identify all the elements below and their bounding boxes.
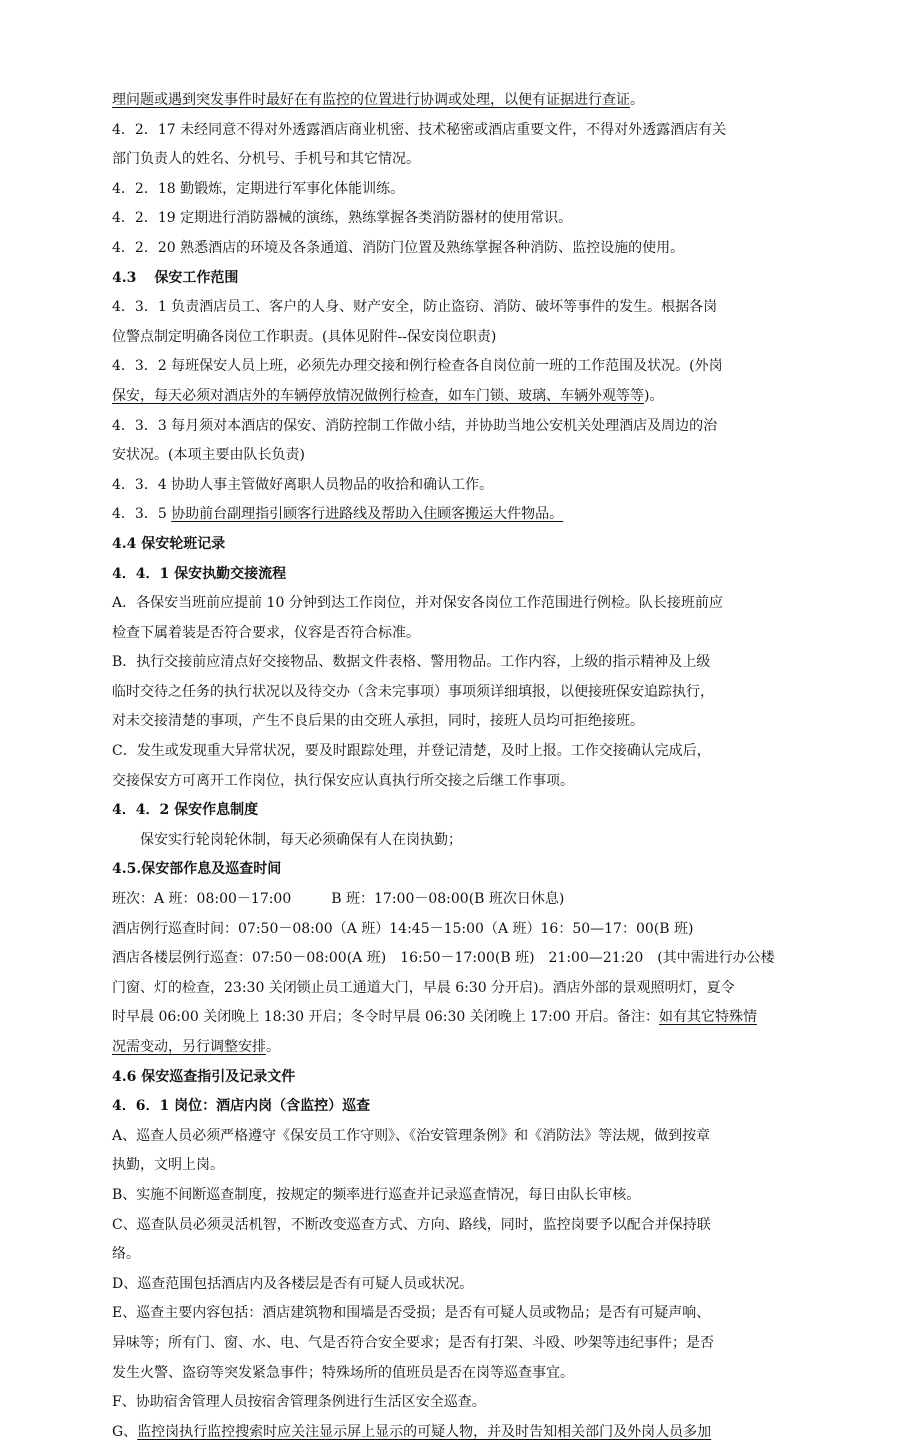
text-line: 理问题或遇到突发事件时最好在有监控的位置进行协调或处理，以便有证据进行查证。 [112, 92, 644, 108]
subsection-heading: 4．6．1 岗位：酒店内岗（含监控）巡查 [112, 1098, 371, 1115]
text-line: 酒店各楼层例行巡查：07:50－08:00(A 班) 16:50－17:00(B 班) 21:00—21:20 (其中需进行办公楼 [112, 950, 775, 967]
text-line: 交接保安方可离开工作岗位，执行保安应认真执行所交接之后继工作事项。 [112, 772, 574, 789]
text-line: E、巡查主要内容包括：酒店建筑物和围墙是否受损；是否有可疑人员或物品；是否有可疑声响、 [112, 1305, 711, 1322]
document-page [112, 86, 812, 1447]
text-line: 保安，每天必须对酒店外的车辆停放情况做例行检查，如车门锁、玻璃、车辆外观等等)。 [112, 387, 664, 404]
subsection-heading: 4．4．1 保安执勤交接流程 [112, 565, 287, 582]
text-line: 检查下属着装是否符合要求，仪容是否符合标准。 [112, 624, 420, 641]
text-line: 4．2．19 定期进行消防器械的演练，熟练掌握各类消防器材的使用常识。 [112, 210, 573, 227]
text-line: C、巡查队员必须灵活机智，不断改变巡查方式、方向、路线，同时，监控岗要予以配合并保持联 [112, 1216, 711, 1233]
section-heading: 4.6 保安巡查指引及记录文件 [112, 1068, 296, 1085]
text-line: 况需变动，另行调整安排。 [112, 1039, 280, 1055]
text-line: B、实施不间断巡查制度，按规定的频率进行巡查并记录巡查情况，每日由队长审核。 [112, 1186, 641, 1203]
text-line: 安状况。(本项主要由队长负责) [112, 447, 305, 464]
text-line: D、巡查范围包括酒店内及各楼层是否有可疑人员或状况。 [112, 1275, 474, 1292]
text-line: 临时交待之任务的执行状况以及待交办（含未完事项）事项须详细填报，以便接班保安追踪执行， [112, 683, 714, 700]
text-line: 门窗、灯的检查，23:30 关闭锁止员工通道大门，早晨 6:30 分开启)。酒店外部的景观照明灯，夏令 [112, 979, 735, 996]
text-line: 4．3．2 每班保安人员上班，必须先办理交接和例行检查各自岗位前一班的工作范围及状况。(外岗 [112, 358, 723, 375]
text-line: 4．3．4 协助人事主管做好离职人员物品的收拾和确认工作。 [112, 476, 494, 493]
text-line: 酒店例行巡查时间：07:50－08:00（A 班）14:45－15:00（A 班）16：50—17：00(B 班) [112, 920, 694, 937]
text-line: B．执行交接前应清点好交接物品、数据文件表格、警用物品。工作内容，上级的指示精神及上级 [112, 654, 711, 671]
text-line: 执勤，文明上岗。 [112, 1157, 224, 1174]
section-heading: 4.3 保安工作范围 [112, 269, 239, 286]
text-line: 4．3．3 每月须对本酒店的保安、消防控制工作做小结，并协助当地公安机关处理酒店及周边的治 [112, 417, 718, 434]
text-line: A．各保安当班前应提前 10 分钟到达工作岗位，并对保安各岗位工作范围进行例检。队长接班前应 [112, 595, 723, 612]
text-line: 班次：A 班：08:00－17:00 B 班：17:00－08:00(B 班次日休息) [112, 891, 565, 908]
text-line: 发生火警、盗窃等突发紧急事件；特殊场所的值班员是否在岗等巡查事宜。 [112, 1364, 574, 1381]
text-line: 异味等；所有门、窗、水、电、气是否符合安全要求；是否有打架、斗殴、吵架等违纪事件；是否 [112, 1334, 714, 1351]
text-line: 对未交接清楚的事项，产生不良后果的由交班人承担，同时，接班人员均可拒绝接班。 [112, 713, 644, 730]
text-line: 4．2．17 未经同意不得对外透露酒店商业机密、技术秘密或酒店重要文件，不得对外透露酒店有关 [112, 121, 727, 138]
text-line: 4．3．5 协助前台副理指引顾客行进路线及帮助入住顾客搬运大件物品。 [112, 506, 564, 523]
section-heading: 4.4 保安轮班记录 [112, 535, 226, 552]
text-line: F、协助宿舍管理人员按宿舍管理条例进行生活区安全巡查。 [112, 1394, 486, 1411]
subsection-heading: 4．4．2 保安作息制度 [112, 802, 259, 819]
text-line: 保安实行轮岗轮休制，每天必须确保有人在岗执勤； [140, 831, 462, 848]
text-line: 4．2．20 熟悉酒店的环境及各条通道、消防门位置及熟练掌握各种消防、监控设施的使用。 [112, 239, 685, 256]
text-line: G、监控岗执行监控搜索时应关注显示屏上显示的可疑人物，并及时告知相关部门及外岗人员多加 [112, 1423, 712, 1440]
text-line: 4．2．18 勤锻炼，定期进行军事化体能训练。 [112, 180, 405, 197]
text-line: 部门负责人的姓名、分机号、手机号和其它情况。 [112, 151, 420, 168]
text-line: 络。 [112, 1246, 140, 1263]
text-line: C．发生或发现重大异常状况，要及时跟踪处理，并登记清楚，及时上报。工作交接确认完成后， [112, 743, 711, 760]
section-heading: 4.5.保安部作息及巡查时间 [112, 861, 282, 878]
text-line: 4．3．1 负责酒店员工、客户的人身、财产安全，防止盗窃、消防、破坏等事件的发生。根据各岗 [112, 299, 718, 316]
text-line: 位警点制定明确各岗位工作职责。(具体见附件--保安岗位职责) [112, 328, 497, 345]
text-line: 时早晨 06:00 关闭晚上 18:30 开启；冬令时早晨 06:30 关闭晚上 17:00 开启。备注：如有其它特殊情 [112, 1009, 757, 1026]
text-line: A、巡查人员必须严格遵守《保安员工作守则》、《治安管理条例》和《消防法》等法规，做到按章 [112, 1127, 711, 1144]
